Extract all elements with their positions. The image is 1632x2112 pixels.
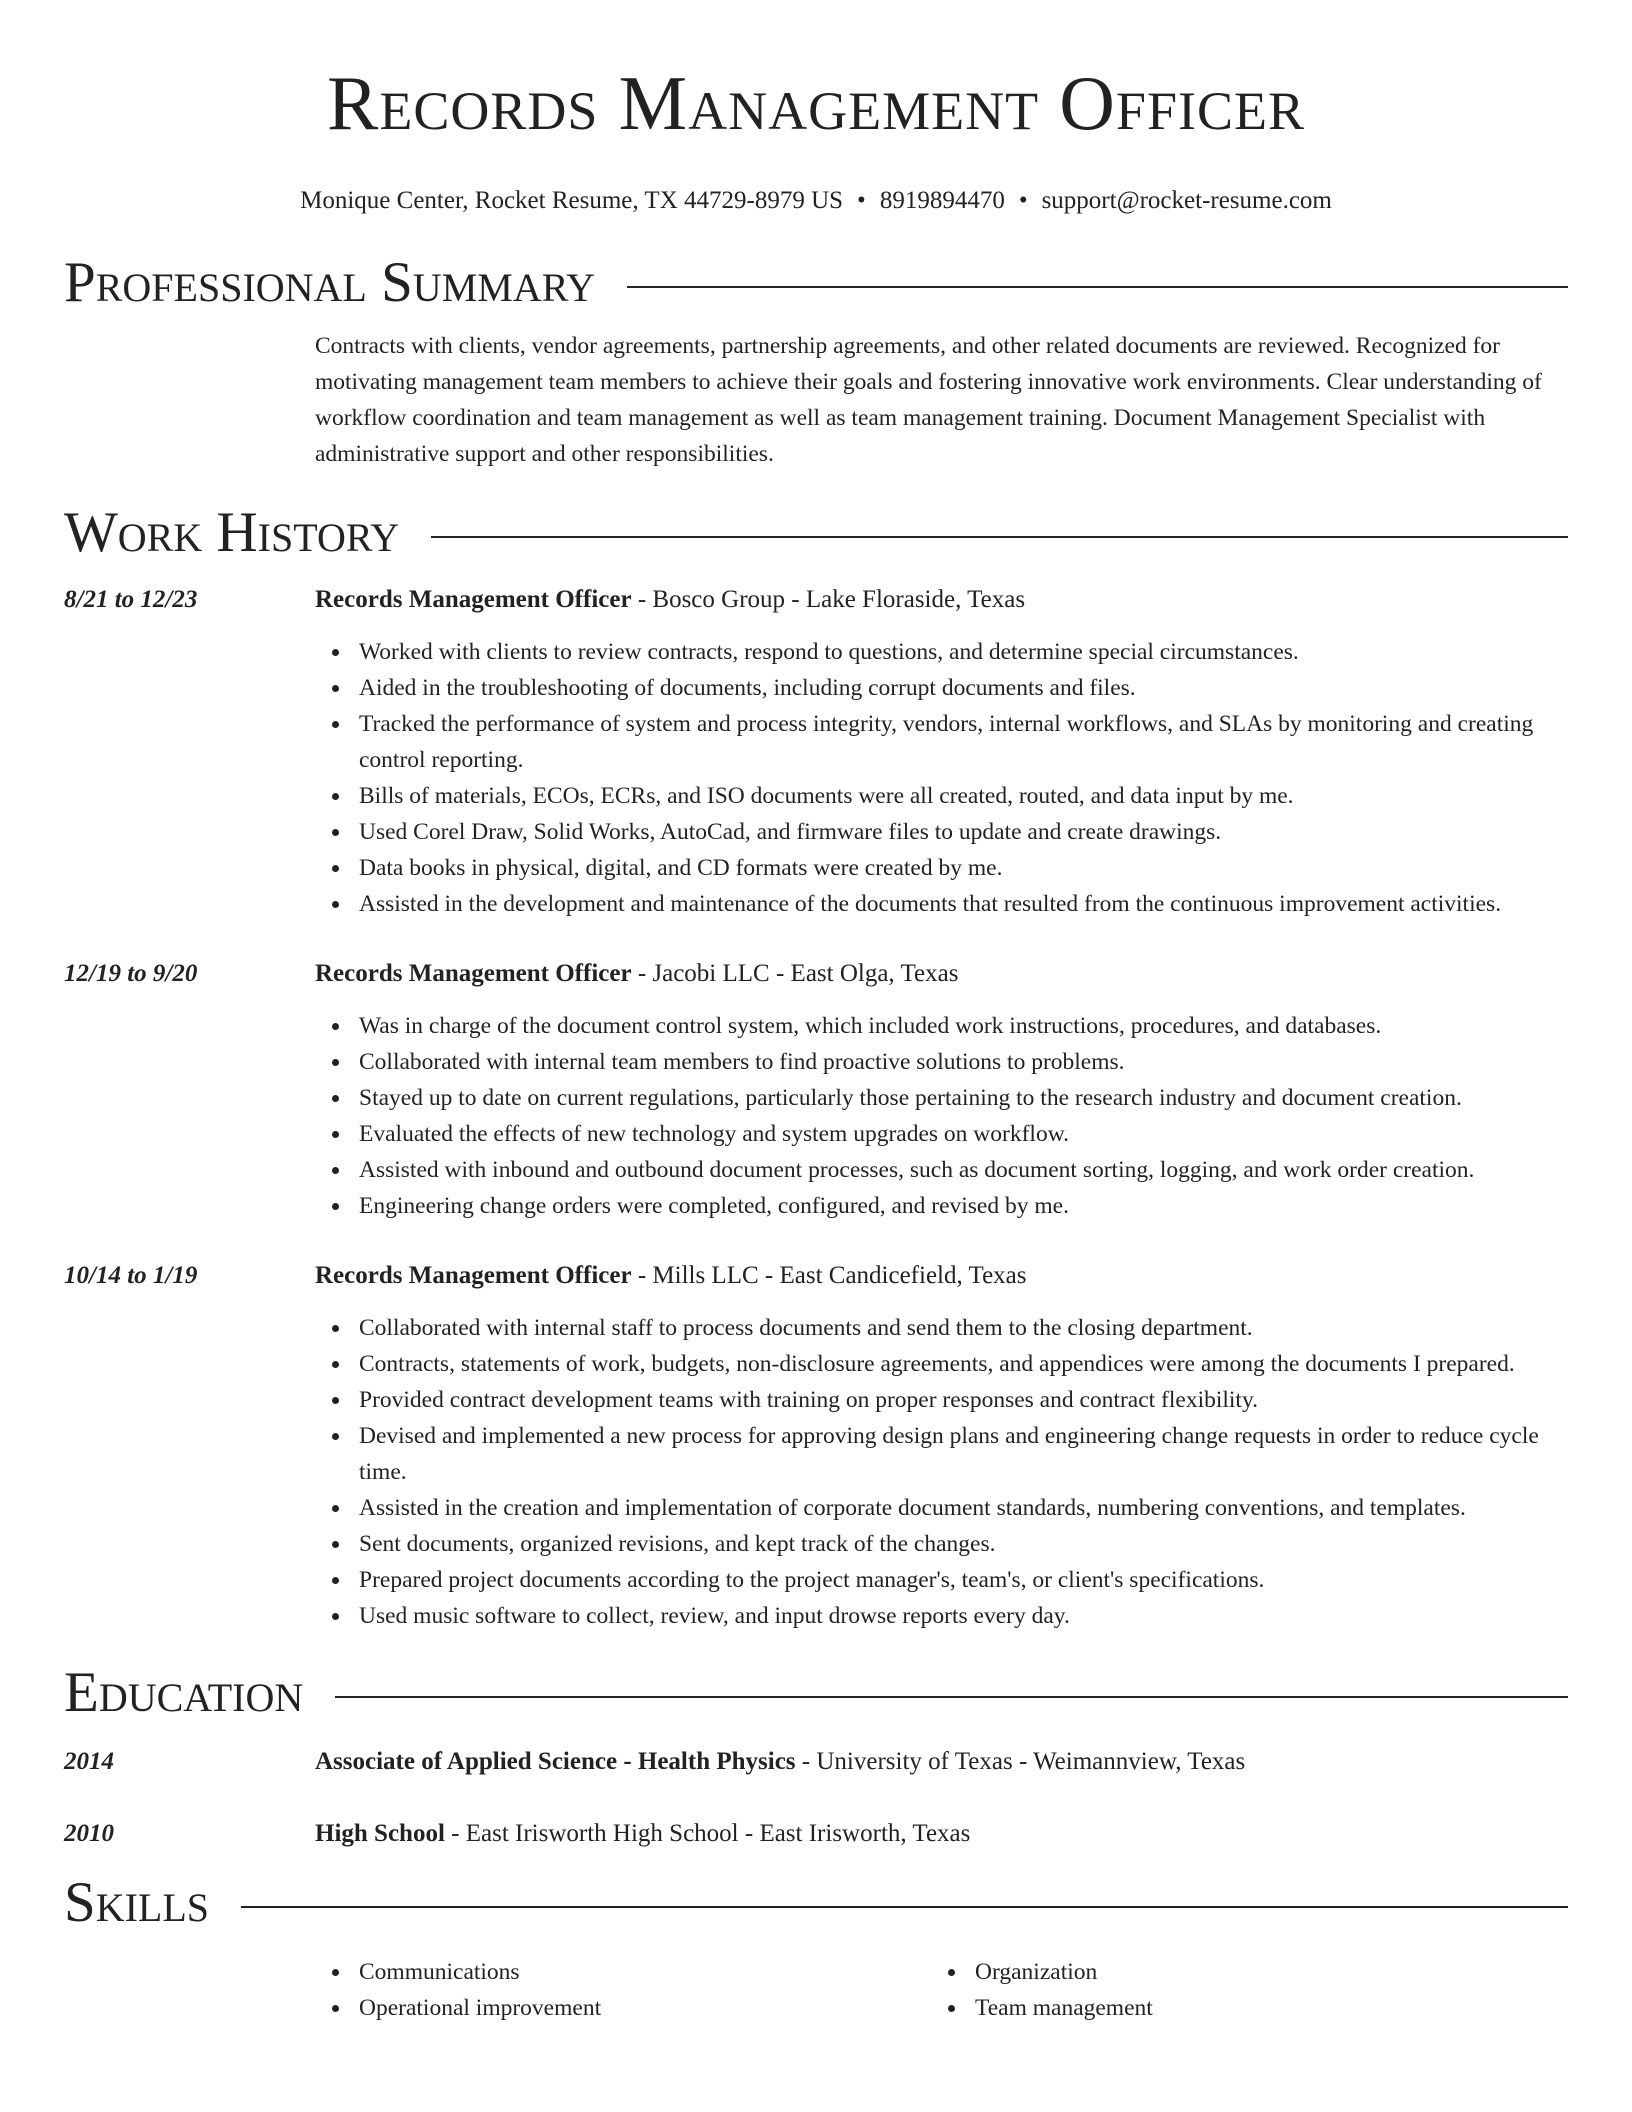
skills-column-left [315, 1954, 931, 2026]
list-item: Stayed up to date on current regulations, particularly those pertaining to the research industry and document creation. [359, 1080, 1568, 1116]
education-year: 2010 [64, 1820, 114, 1847]
list-item: Sent documents, organized revisions, and kept track of the changes. [359, 1526, 1568, 1562]
job-role [315, 956, 1568, 992]
list-item: Aided in the troubleshooting of documents, including corrupt documents and files. [359, 670, 1568, 706]
skills-list [315, 1954, 1568, 2026]
contact-separator: • [857, 187, 866, 214]
job-dates: 10/14 to 1/19 [64, 1262, 198, 1289]
list-item: Engineering change orders were completed, configured, and revised by me. [359, 1188, 1568, 1224]
contact-address: Monique Center, Rocket Resume, TX 44729-8979 US [300, 187, 844, 214]
job-details: - Mills LLC - East Candicefield, Texas [631, 1262, 1027, 1289]
education-entry [64, 1744, 1568, 1780]
job-dates: 12/19 to 9/20 [64, 960, 198, 987]
job-details: - Jacobi LLC - East Olga, Texas [631, 960, 959, 987]
job-role [315, 1258, 1568, 1294]
list-item: Provided contract development teams with training on proper responses and contract flexibility. [359, 1382, 1568, 1418]
skills-section-header [64, 1870, 1568, 1936]
job-title: Records Management Officer [315, 960, 632, 987]
list-item: Was in charge of the document control system, which included work instructions, procedures, and databases. [359, 1008, 1568, 1044]
education-school: - East Irisworth High School - East Irisworth, Texas [444, 1820, 971, 1847]
list-item: Used Corel Draw, Solid Works, AutoCad, and firmware files to update and create drawings. [359, 814, 1568, 850]
job-title: Records Management Officer [315, 1262, 632, 1289]
education-year: 2014 [64, 1748, 114, 1775]
list-item: Devised and implemented a new process for approving design plans and engineering change requests in order to reduce cycle time. [359, 1418, 1568, 1490]
document-title: Records Management Officer [326, 60, 1305, 146]
section-divider [627, 286, 1568, 288]
list-item: Collaborated with internal staff to process documents and send them to the closing department. [359, 1310, 1568, 1346]
section-divider [335, 1696, 1568, 1698]
skill-item: Operational improvement [359, 1990, 931, 2026]
skill-item: Organization [975, 1954, 1547, 1990]
work-section-header [64, 500, 1568, 566]
education-degree: Associate of Applied Science - Health Physics [315, 1748, 796, 1775]
list-item: Prepared project documents according to the project manager's, team's, or client's specifications. [359, 1562, 1568, 1598]
job-details: - Bosco Group - Lake Floraside, Texas [631, 586, 1026, 613]
job-entry [64, 1258, 1568, 1634]
list-item: Contracts, statements of work, budgets, non-disclosure agreements, and appendices were among the documents I prepared. [359, 1346, 1568, 1382]
education-heading: Education [64, 1661, 304, 1724]
skills-column-right [931, 1954, 1547, 2026]
contact-line [64, 186, 1568, 216]
list-item: Assisted with inbound and outbound document processes, such as document sorting, logging, and work order creation. [359, 1152, 1568, 1188]
list-item: Tracked the performance of system and process integrity, vendors, internal workflows, and SLAs by monitoring and creating control reporting. [359, 706, 1568, 778]
resume-page [64, 0, 1568, 2112]
section-divider [431, 536, 1568, 538]
section-divider [241, 1906, 1568, 1908]
job-header [64, 582, 1568, 618]
list-item: Evaluated the effects of new technology and system upgrades on workflow. [359, 1116, 1568, 1152]
education-degree: High School [315, 1820, 445, 1847]
list-item: Assisted in the creation and implementation of corporate document standards, numbering conventions, and templates. [359, 1490, 1568, 1526]
job-header [64, 956, 1568, 992]
education-school: - University of Texas - Weimannview, Texas [795, 1748, 1246, 1775]
job-dates: 8/21 to 12/23 [64, 586, 198, 613]
skill-item: Team management [975, 1990, 1547, 2026]
list-item: Data books in physical, digital, and CD formats were created by me. [359, 850, 1568, 886]
job-bullets [64, 634, 1568, 922]
job-bullets [64, 1310, 1568, 1634]
contact-email: support@rocket-resume.com [1041, 187, 1332, 214]
work-heading: Work History [64, 501, 400, 564]
list-item: Bills of materials, ECOs, ECRs, and ISO documents were all created, routed, and data input by me. [359, 778, 1568, 814]
job-title: Records Management Officer [315, 586, 632, 613]
education-detail [315, 1744, 1568, 1780]
list-item: Worked with clients to review contracts, respond to questions, and determine special circumstances. [359, 634, 1568, 670]
summary-heading: Professional Summary [64, 251, 596, 314]
job-header [64, 1258, 1568, 1294]
education-entry [64, 1816, 1568, 1852]
contact-separator: • [1018, 187, 1028, 214]
education-section-header [64, 1660, 1568, 1726]
summary-text: Contracts with clients, vendor agreements, partnership agreements, and other related documents are reviewed. Recognized for motivating management team members to achieve their goals and fostering innovative work environments. Clear understanding of workflow coordination and team management as well as team management training. Document Management Specialist with administrative support and other responsibilities. [315, 333, 1542, 467]
skills-heading: Skills [64, 1871, 210, 1934]
list-item: Assisted in the development and maintenance of the documents that resulted from the continuous improvement activities. [359, 886, 1568, 922]
list-item: Collaborated with internal team members to find proactive solutions to problems. [359, 1044, 1568, 1080]
job-bullets [64, 1008, 1568, 1224]
education-detail [315, 1816, 1568, 1852]
job-entry [64, 582, 1568, 922]
contact-phone: 8919894470 [879, 187, 1005, 214]
skill-item: Communications [359, 1954, 931, 1990]
job-entry [64, 956, 1568, 1224]
summary-section-header [64, 250, 1568, 316]
list-item: Used music software to collect, review, and input drowse reports every day. [359, 1598, 1568, 1634]
job-role [315, 582, 1568, 618]
